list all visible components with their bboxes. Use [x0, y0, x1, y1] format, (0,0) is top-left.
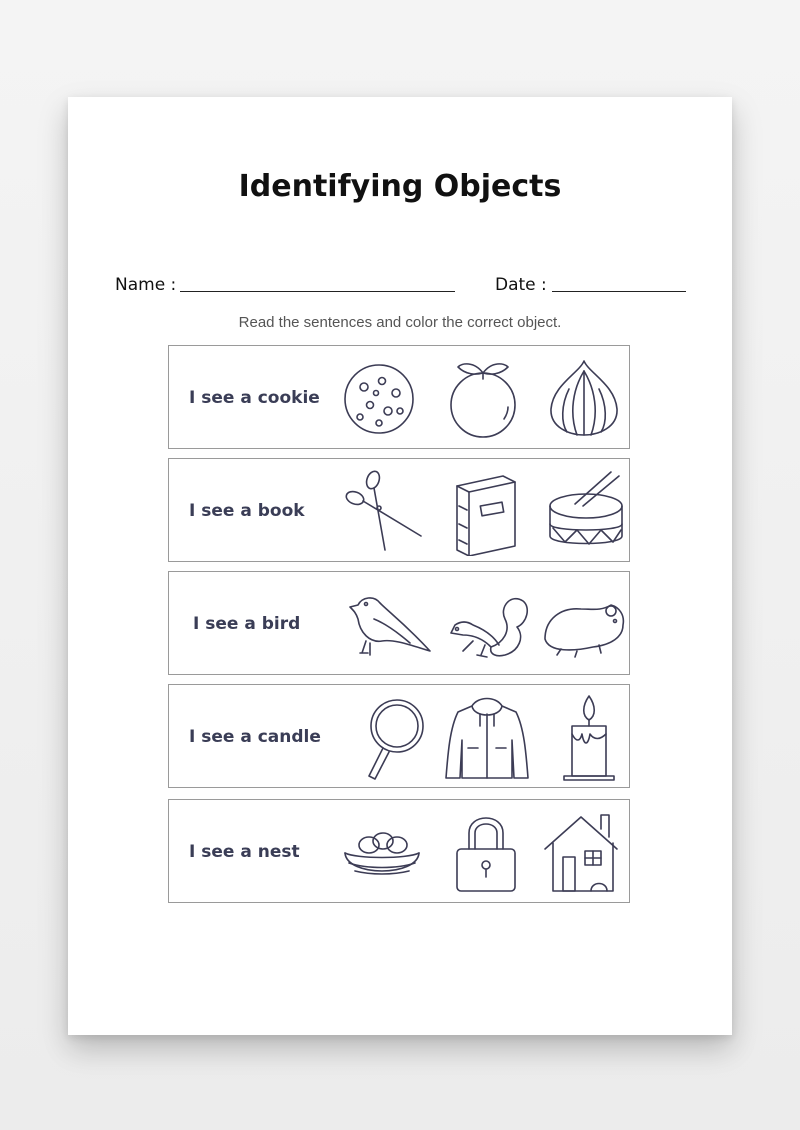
worksheet-page	[68, 97, 732, 1035]
cookie-icon[interactable]	[334, 353, 424, 443]
date-field-line[interactable]	[552, 291, 686, 292]
drum-icon[interactable]	[541, 466, 631, 556]
nest-icon[interactable]	[337, 807, 427, 897]
question-row-bird	[168, 571, 630, 675]
question-row-cookie	[168, 345, 630, 449]
row-sentence: I see a book	[189, 501, 305, 521]
magnifying-glass-icon[interactable]	[349, 692, 439, 782]
garlic-icon[interactable]	[539, 353, 629, 443]
date-label: Date :	[495, 275, 547, 295]
house-icon[interactable]	[541, 807, 631, 897]
question-row-book	[168, 458, 630, 562]
hamster-icon[interactable]	[539, 579, 629, 669]
orange-icon[interactable]	[438, 353, 528, 443]
jacket-icon[interactable]	[442, 692, 532, 782]
name-field-line[interactable]	[180, 291, 455, 292]
scissors-icon[interactable]	[339, 466, 429, 556]
book-icon[interactable]	[441, 466, 531, 556]
row-sentence: I see a nest	[189, 842, 300, 862]
row-sentence: I see a candle	[189, 727, 321, 747]
question-row-nest	[168, 799, 630, 903]
bird-icon[interactable]	[344, 579, 434, 669]
candle-icon[interactable]	[544, 692, 634, 782]
question-row-candle	[168, 684, 630, 788]
padlock-icon[interactable]	[441, 807, 531, 897]
page-title: Identifying Objects	[238, 169, 562, 204]
name-label: Name :	[115, 275, 177, 295]
instruction-text: Read the sentences and color the correct object.	[238, 314, 562, 331]
squirrel-icon[interactable]	[443, 579, 533, 669]
row-sentence: I see a cookie	[189, 388, 320, 408]
row-sentence: I see a bird	[193, 614, 301, 634]
